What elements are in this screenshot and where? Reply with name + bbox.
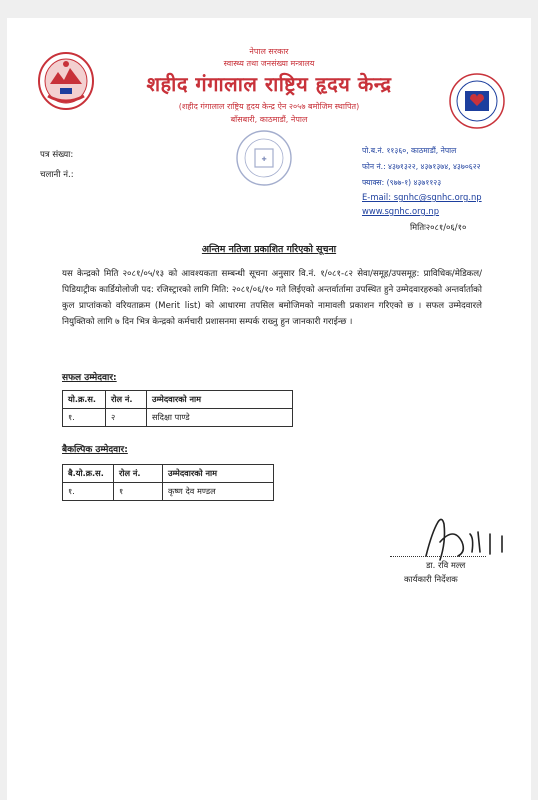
table-header-row (63, 465, 274, 483)
signatory-name: डा. रवि मल्ल (426, 560, 466, 570)
letter-number-label: पत्र संख्या: (40, 150, 74, 160)
dispatch-number-label: चलानी नं.: (40, 170, 74, 180)
letter-date: मितिः२०८१/०६/१० (410, 222, 467, 232)
roll-cell: २ (106, 409, 147, 427)
column-header: उम्मेदवारको नाम (163, 465, 274, 483)
org-title: शहीद गंगालाल राष्ट्रिय हृदय केन्द्र (146, 72, 392, 96)
svg-text:✚: ✚ (261, 156, 267, 163)
serial-cell: १. (63, 483, 114, 501)
table-row (63, 483, 274, 501)
notice-title: अन्तिम नतिजा प्रकाशित गरिएको सूचना (201, 244, 337, 255)
phone-numbers: फोन नं.: ४३७१३२२, ४३७१३७४, ४३७०६२२ (362, 162, 481, 171)
po-box: पो.ब.नं. ११३६०, काठमाडौं, नेपाल (362, 146, 457, 155)
table-row (63, 409, 293, 427)
table-header-row (63, 391, 293, 409)
candidate-name-cell: कृष्ण देव मण्डल (163, 483, 274, 501)
successful-heading: सफल उम्मेदवार: (62, 373, 117, 383)
email-link[interactable]: E-mail: sgnhc@sgnhc.org.np (362, 192, 482, 202)
official-stamp (234, 128, 294, 188)
roll-cell: १ (114, 483, 163, 501)
establishment-note: (शहीद गंगालाल राष्ट्रिय हृदय केन्द्र ऐन २०५७ बमोजिम स्थापित) (178, 102, 360, 111)
column-header: रोल नं. (106, 391, 147, 409)
alternate-heading: बैकल्पिक उम्मेदवार: (62, 445, 128, 455)
alternate-candidates-table (62, 464, 274, 501)
signatory-designation: कार्यकारी निर्देशक (404, 574, 458, 584)
column-header: रोल नं. (114, 465, 163, 483)
column-header: बै.यो.क्र.स. (63, 465, 114, 483)
website-link[interactable]: www.sgnhc.org.np (362, 206, 440, 216)
ministry-label: स्वास्थ्य तथा जनसंख्या मन्त्रालय (223, 59, 315, 68)
address-label: बाँसबारी, काठमाडौं, नेपाल (230, 115, 308, 124)
column-header: यो.क्र.स. (63, 391, 106, 409)
successful-candidates-table (62, 390, 293, 427)
fax-number: फ्याक्स: (९७७-१) ४३७११२३ (362, 178, 442, 187)
govt-label: नेपाल सरकार (249, 47, 289, 56)
candidate-name-cell: सदिक्षा पाण्डे (147, 409, 293, 427)
serial-cell: १. (63, 409, 106, 427)
signature-line (390, 556, 486, 557)
notice-body: यस केन्द्रको मिति २०८१/०५/१३ को आवश्यकता सम्बन्धी सूचना अनुसार वि.नं. १/०८१-८२ सेवा/समूह/उपसमूह: प्राविधिक/मेडिकल/ पिडियाट्रीक कार्डियोलोजी पद: रजिस्ट्रारको लागि मिति: २०८१/०६/१० गते लिईएको अन्तर्वार्तामा उपस्थित हुने उम्मेदवारहरुको अन्तर्वार्ताको कुल प्राप्तांकको वरियताक्रम (Merit list) को आधारमा तपसिल बमोजिमको नामावली प्रकाशन गरिएको छ । सफल उम्मेदवारले नियुक्तिको लागि ७ दिन भित्र केन्द्रको कर्मचारी प्रशासनमा सम्पर्क राख्नु हुन जानकारी गराईन्छ । (62, 269, 482, 327)
column-header: उम्मेदवारको नाम (147, 391, 293, 409)
